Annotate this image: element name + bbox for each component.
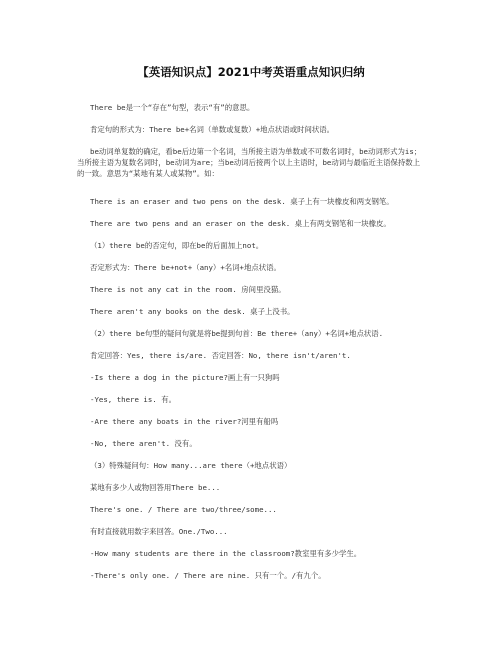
paragraph: 某地有多少人或物回答用There be... xyxy=(90,483,221,492)
paragraph: 有时直接就用数字来回答。One./Two... xyxy=(90,527,228,536)
paragraph: （3）特殊疑问句：How many...are there（+地点状语） xyxy=(90,461,292,470)
paragraph: There is an eraser and two pens on the desk. 桌子上有一块橡皮和两支钢笔。 xyxy=(90,197,394,206)
paragraph: There's one. / There are two/three/some... xyxy=(90,505,277,514)
paragraph: -How many students are there in the classroom?教室里有多少学生。 xyxy=(90,549,362,558)
paragraph: be动词单复数的确定，看be后边第一个名词，当所接主语为单数或不可数名词时，be动词形式为is；当所接主语为复数名词时，be动词为are；当be动词后接两个以上主语时，be动词与最临近主语保持数上的一致。意思为“某地有某人或某物”。如： xyxy=(77,147,422,178)
document-title: 【英语知识点】2021中考英语重点知识归纳 xyxy=(137,65,365,79)
paragraph: -Is there a dog in the picture?画上有一只狗吗 xyxy=(90,373,280,382)
paragraph: There be是一个“存在”句型，表示“有”的意思。 xyxy=(90,103,255,112)
paragraph: （1）there be的否定句，即在be的后面加上not。 xyxy=(90,241,264,250)
paragraph: There is not any cat in the room. 房间里没猫。 xyxy=(90,285,286,294)
paragraph: -No, there aren't. 没有。 xyxy=(90,439,197,448)
paragraph: -Yes, there is. 有。 xyxy=(90,395,176,404)
paragraph: 否定形式为：There be+not+（any）+名词+地点状语。 xyxy=(90,263,281,272)
paragraph: There are two pens and an eraser on the desk. 桌上有两支钢笔和一块橡皮。 xyxy=(90,219,391,228)
paragraph: -Are there any boats in the river?河里有船吗 xyxy=(90,417,279,426)
paragraph: （2）there be句型的疑问句就是将be提到句首：Be there+（any）+名词+地点状语. xyxy=(90,329,384,338)
paragraph: There aren't any books on the desk. 桌子上没书。 xyxy=(90,307,295,316)
paragraph: -There's only one. / There are nine. 只有一个。/有九个。 xyxy=(90,571,326,580)
paragraph: 肯定句的形式为：There be+名词（单数或复数）+地点状语或时间状语。 xyxy=(90,125,335,134)
paragraph: 肯定回答：Yes, there is/are. 否定回答：No, there isn't/aren't. xyxy=(90,351,351,360)
